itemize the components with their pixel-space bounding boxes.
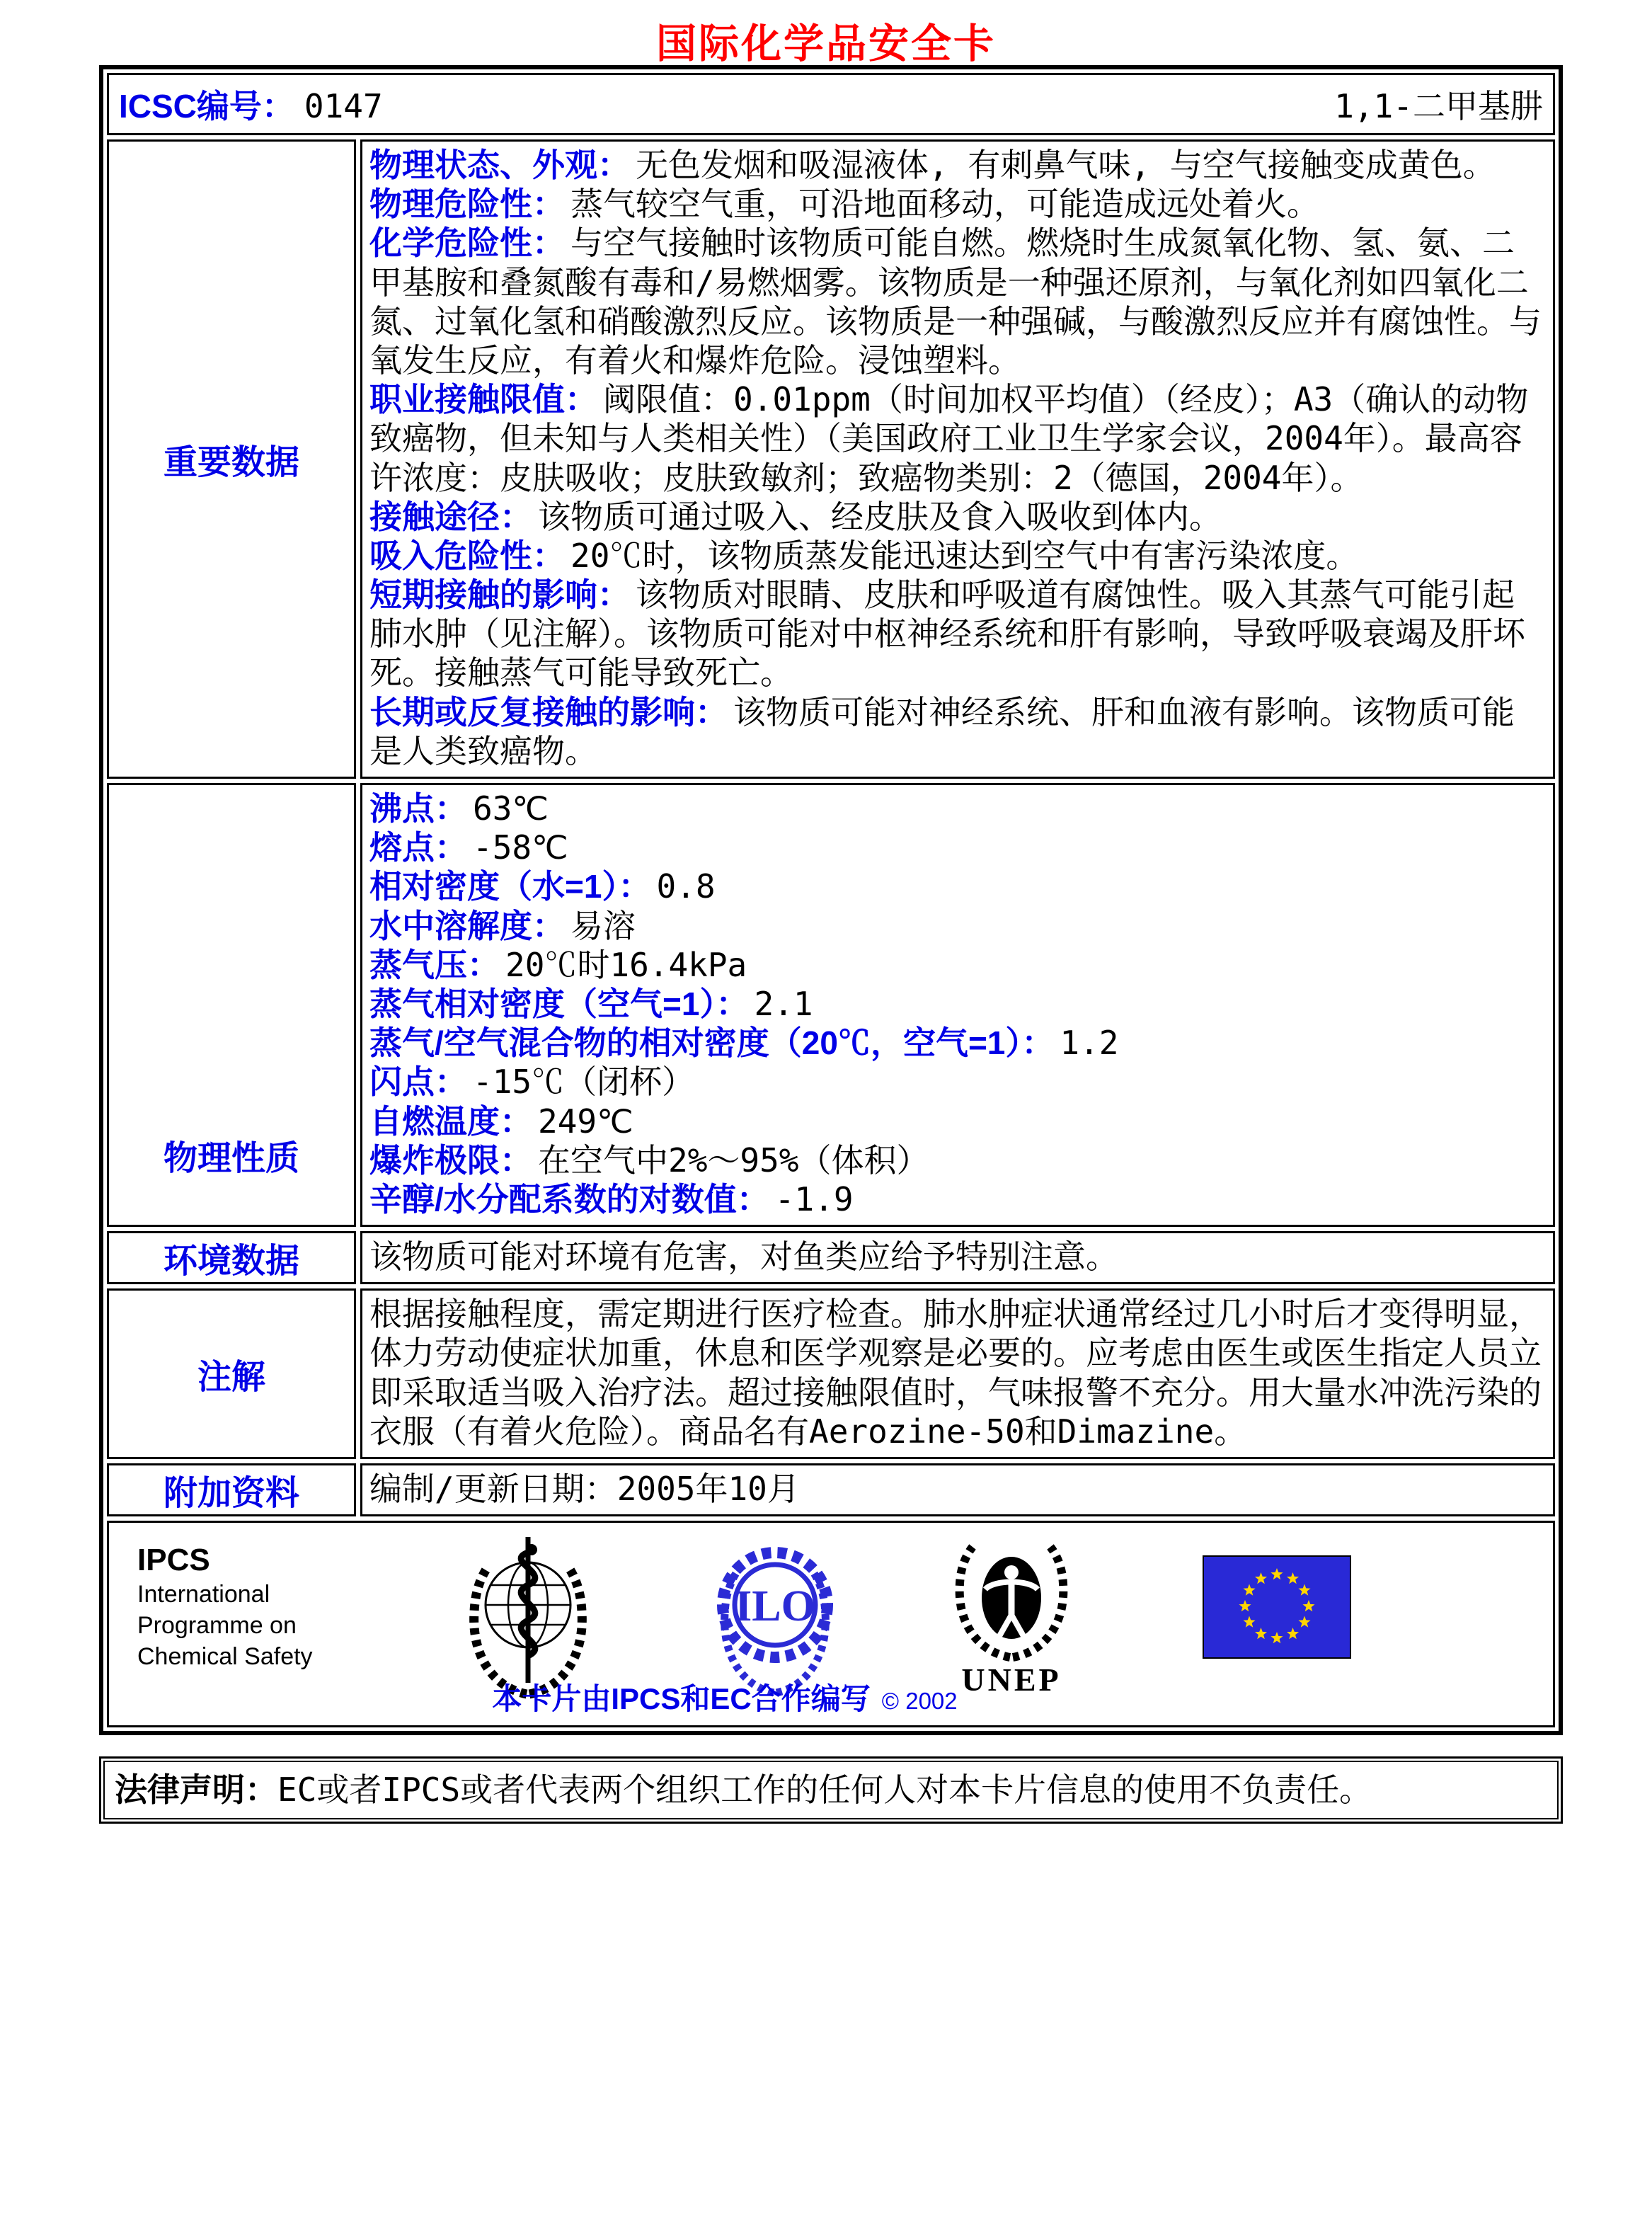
field-value: 0.8: [656, 867, 716, 906]
physical-item: [369, 1102, 1544, 1141]
field-label: 自燃温度：: [369, 1102, 532, 1140]
field-label: 接触途径：: [369, 498, 532, 535]
additional-info-row: [107, 1463, 1555, 1516]
field-label: 物理状态、外观：: [369, 147, 630, 183]
icsc-number-group: [119, 81, 383, 127]
field-label: 熔点：: [369, 829, 467, 867]
field-value: 20℃时，该物质蒸发能迅速达到空气中有害污染浓度。: [570, 536, 1359, 575]
field-value: 该物质可能对神经系统、肝和血液有影响。该物质可能是人类致癌物。: [369, 692, 1515, 770]
header-cell: [107, 73, 1555, 135]
important-item: [369, 537, 1544, 576]
physical-item: [369, 946, 1544, 985]
chemical-name: 1,1-二甲基肼: [1334, 87, 1543, 125]
environment-row: [107, 1231, 1555, 1284]
physical-item: [369, 907, 1544, 946]
important-item: [369, 224, 1544, 380]
field-label: 短期接触的影响：: [369, 576, 630, 614]
page-title: 国际化学品安全卡: [656, 21, 996, 67]
physical-item: [369, 985, 1544, 1024]
notes-content: 根据接触程度，需定期进行医疗检查。肺水肿症状通常经过几小时后才变得明显，体力劳动使症状加重，休息和医学观察是必要的。应考虑由医生或医生指定人员立即采取适当吸入治疗法。超过接触限值时，气味报警不充分。用大量水冲洗污染的衣服（有着火危险）。商品名有Aerozine-50和Dimazine。: [360, 1288, 1555, 1459]
ipcs-line: International: [137, 1580, 270, 1608]
field-value: 63℃: [473, 789, 549, 828]
section-label-physical: 物理性质: [107, 783, 356, 1227]
field-value: 1.2: [1060, 1024, 1119, 1063]
ipcs-line: Chemical Safety: [137, 1643, 313, 1671]
important-data-content: [360, 139, 1555, 779]
important-item: [369, 380, 1544, 498]
copyright-text: © 2002: [881, 1688, 958, 1715]
field-label: 长期或反复接触的影响：: [369, 693, 728, 731]
field-value: 20℃时16.4kPa: [505, 945, 747, 984]
icsc-card-table: [99, 65, 1563, 1735]
field-label: 相对密度（水=1）：: [369, 868, 651, 905]
physical-properties-row: [107, 783, 1555, 1227]
physical-item: [369, 1024, 1544, 1063]
field-label: 沸点：: [369, 790, 467, 827]
field-label: 物理危险性：: [369, 185, 565, 223]
field-value: -1.9: [774, 1179, 854, 1218]
physical-item: [369, 1063, 1544, 1102]
field-label: 职业接触限值：: [369, 381, 597, 418]
unep-logo-block: [944, 1537, 1079, 1698]
legal-notice-label: 法律声明：: [115, 1771, 277, 1809]
field-label: 蒸气/空气混合物的相对密度（20℃，空气=1）：: [369, 1024, 1055, 1062]
environment-content: 该物质可能对环境有危害，对鱼类应给予特别注意。: [360, 1231, 1555, 1284]
ipcs-acronym: IPCS: [137, 1543, 210, 1578]
logos-cell: [107, 1521, 1555, 1727]
field-label: 闪点：: [369, 1063, 467, 1101]
important-item: [369, 146, 1544, 185]
cooperation-caption: [109, 1676, 1341, 1718]
field-value: 249℃: [538, 1102, 633, 1141]
field-label: 化学危险性：: [369, 224, 565, 262]
field-value: -58℃: [473, 828, 568, 867]
legal-notice-box: [99, 1756, 1563, 1824]
icsc-number-value: 0147: [304, 87, 383, 125]
important-data-row: [107, 139, 1555, 779]
important-item: [369, 693, 1544, 771]
ipcs-text-block: [137, 1543, 313, 1672]
field-value: 易溶: [570, 906, 636, 945]
logos-row: [107, 1521, 1555, 1727]
field-label: 辛醇/水分配系数的对数值：: [369, 1180, 769, 1218]
additional-info-content: [360, 1463, 1555, 1516]
field-label: 蒸气压：: [369, 946, 500, 983]
field-value: 该物质对眼睛、皮肤和呼吸道有腐蚀性。吸入其蒸气可能引起肺水肿（见注解）。该物质可能对中枢神经系统和肝有影响，导致呼吸衰竭及肝坏死。接触蒸气可能导致死亡。: [369, 576, 1525, 692]
important-item: [369, 576, 1544, 693]
physical-item: [369, 828, 1544, 867]
section-label-additional: 附加资料: [107, 1463, 356, 1516]
field-label: 蒸气相对密度（空气=1）：: [369, 985, 749, 1022]
caption-text: 本卡片由IPCS和EC合作编写: [492, 1682, 871, 1716]
unep-emblem-icon: [944, 1537, 1079, 1663]
physical-item: [369, 1141, 1544, 1180]
field-value: 蒸气较空气重，可沿地面移动，可能造成远处着火。: [570, 185, 1319, 224]
field-value: 与空气接触时该物质可能自燃。燃烧时生成氮氧化物、氢、氨、二甲基胺和叠氮酸有毒和/易燃烟雾。该物质是一种强还原剂，与氧化剂如四氧化二氮、过氧化氢和硝酸激烈反应。该物质是一种强碱，与酸激烈反应并有腐蚀性。与氧发生反应，有着火和爆炸危险。浸蚀塑料。: [369, 224, 1542, 379]
field-value: 阈限值：0.01ppm（时间加权平均值）（经皮）；A3（确认的动物致癌物，但未知与人类相关性）（美国政府工业卫生学家会议，2004年）。最高容许浓度：皮肤吸收；皮肤致敏剂；致癌物类别：2（德国，2004年）。: [369, 380, 1529, 497]
physical-item: [369, 867, 1544, 906]
field-value: 该物质可通过吸入、经皮肤及食入吸收到体内。: [538, 497, 1222, 536]
important-item: [369, 185, 1544, 224]
legal-notice-content: [103, 1761, 1559, 1819]
unep-label: UNEP: [961, 1662, 1062, 1698]
section-label-environment: 环境数据: [107, 1231, 356, 1284]
section-label-notes: 注解: [107, 1288, 356, 1459]
ilo-label: ILO: [735, 1582, 815, 1631]
field-label: 水中溶解度：: [369, 907, 565, 944]
physical-item: [369, 789, 1544, 828]
physical-properties-content: [360, 783, 1555, 1227]
header-row: [107, 73, 1555, 135]
section-label-important: 重要数据: [107, 139, 356, 779]
eu-flag-icon: [1203, 1555, 1351, 1659]
field-label: 吸入危险性：: [369, 537, 565, 574]
icsc-number-label: ICSC编号：: [119, 88, 294, 125]
legal-notice-text: EC或者IPCS或者代表两个组织工作的任何人对本卡片信息的使用不负责任。: [277, 1771, 1372, 1810]
field-value: -15℃（闭杯）: [473, 1063, 695, 1102]
field-value: 2.1: [754, 984, 813, 1023]
who-emblem-icon: [457, 1533, 599, 1699]
physical-item: [369, 1180, 1544, 1219]
update-date-value: 2005年10月: [616, 1470, 800, 1508]
update-date-label: 编制/更新日期：: [369, 1470, 617, 1508]
field-label: 爆炸极限：: [369, 1141, 532, 1179]
field-value: 无色发烟和吸湿液体, 有刺鼻气味, 与空气接触变成黄色。: [636, 146, 1496, 184]
notes-row: [107, 1288, 1555, 1459]
important-item: [369, 498, 1544, 537]
field-value: 在空气中2%～95%（体积）: [538, 1141, 929, 1179]
ilo-emblem-icon: [708, 1534, 842, 1697]
ipcs-line: Programme on: [137, 1611, 297, 1639]
